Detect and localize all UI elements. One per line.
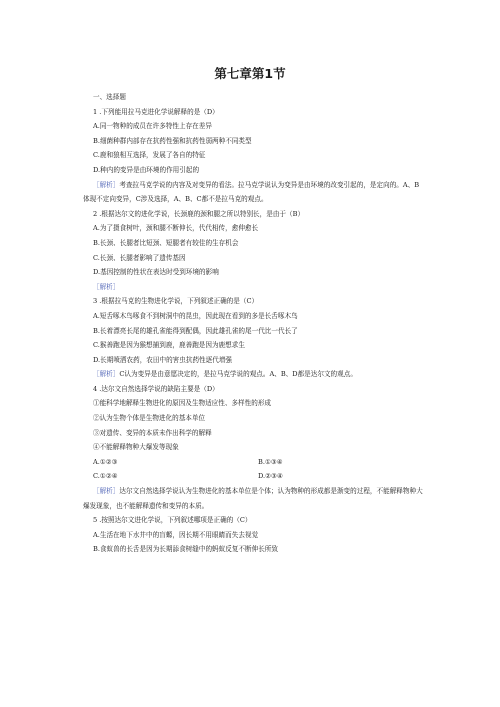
- statement: ①能科学地解释生物进化的原因及生物适应性、多样性的形成: [93, 399, 272, 408]
- option: A.①②③: [93, 457, 118, 466]
- option: D.②③④: [258, 472, 283, 481]
- statement: ②认为生物个体是生物进化的基本单位: [93, 414, 206, 423]
- question-stem: 1 .下列能用拉马克进化学说解释的是（D）: [93, 107, 219, 116]
- analysis: [93, 280, 423, 295]
- option: D.种内的变异是由环境的作用引起的: [93, 165, 200, 174]
- document-body: [83, 90, 423, 557]
- page-title: 第七章第1节: [214, 66, 286, 81]
- option: A.为了摄食树叶，颈和腿不断伸长，代代相传，愈伸愈长: [93, 224, 259, 233]
- option: D.基因控制的性状在表达时受到环境的影响: [93, 268, 219, 277]
- option: C.①②④: [93, 472, 118, 481]
- analysis-text: 考查拉马克学说的内容及对变异的看法。拉马克学说认为变异是由环境的改变引起的，是定向的。A、B体现不定向变异，C涉及选择，A、B、C都不是拉马克的观点。: [83, 180, 420, 204]
- option: B.①③④: [258, 457, 283, 466]
- option: B.食蚁兽的长舌是因为长期舔食树缝中的蚂蚁反复不断伸长所致: [93, 545, 278, 554]
- analysis-text: 达尔文自然选择学说认为生物进化的基本单位是个体；认为物种的形成都是渐变的过程，不能解释物种大爆发现象，也不能解释遗传和变异的本质。: [83, 487, 423, 510]
- analysis: [83, 178, 423, 207]
- option: C.长颈、长腿者影响了遗传基因: [93, 253, 186, 262]
- option: A.短舌啄木鸟啄食不到树洞中的昆虫，因此现在看到的多是长舌啄木鸟: [93, 311, 298, 320]
- analysis-tag: ［解析］: [93, 180, 120, 189]
- analysis-text: C认为变异是由意愿决定的，是拉马克学说的观点。A、B、D都是达尔文的观点。: [119, 370, 357, 379]
- option: B.长颈、长腿者比短颈、短腿者有较佳的生存机会: [93, 238, 239, 247]
- statement: ③对遗传、变异的本质未作出科学的解释: [93, 428, 212, 437]
- analysis: [93, 367, 423, 382]
- question-stem: 3 .根据拉马克的生物进化学说，下列叙述正确的是（C）: [93, 297, 259, 306]
- option-row: [93, 455, 423, 470]
- statement: ④不能解释物种大爆发等现象: [93, 443, 179, 452]
- analysis-tag: ［解析］: [93, 282, 120, 291]
- analysis: [83, 484, 423, 513]
- option: C.鹿和狼相互选择，发展了各自的特征: [93, 151, 206, 160]
- question-stem: 5 .按照达尔文进化学说，下列叙述哪项是正确的（C）: [93, 516, 252, 525]
- analysis-tag: ［解析］: [93, 487, 120, 496]
- section-heading: 一、选择题: [93, 93, 126, 101]
- option-row: [93, 469, 423, 484]
- option: D.长期喷洒农药，农田中的害虫抗药性逐代增强: [93, 355, 233, 364]
- option: A.同一物种的成员在许多特性上存在差异: [93, 122, 212, 131]
- analysis-tag: ［解析］: [93, 370, 120, 379]
- option: C.猴善跑是因为猴想捕到鹿，鹿善跑是因为鹿想求生: [93, 341, 245, 350]
- option: B.长着漂亮长尾的雄孔雀能得到配偶，因此雄孔雀的尾一代比一代长了: [93, 326, 298, 335]
- question-stem: 2 .根据达尔文的进化学说，长颈鹿的颈和腿之所以特别长，是由于（B）: [93, 209, 305, 218]
- option: B.细菌种群内部存在抗药性强和抗药性弱两种不同类型: [93, 136, 252, 145]
- option: A.生活在地下水井中的盲螈，因长期不用眼睛而失去视觉: [93, 530, 259, 539]
- question-stem: 4 .达尔文自然选择学说的缺陷主要是（D）: [93, 384, 219, 393]
